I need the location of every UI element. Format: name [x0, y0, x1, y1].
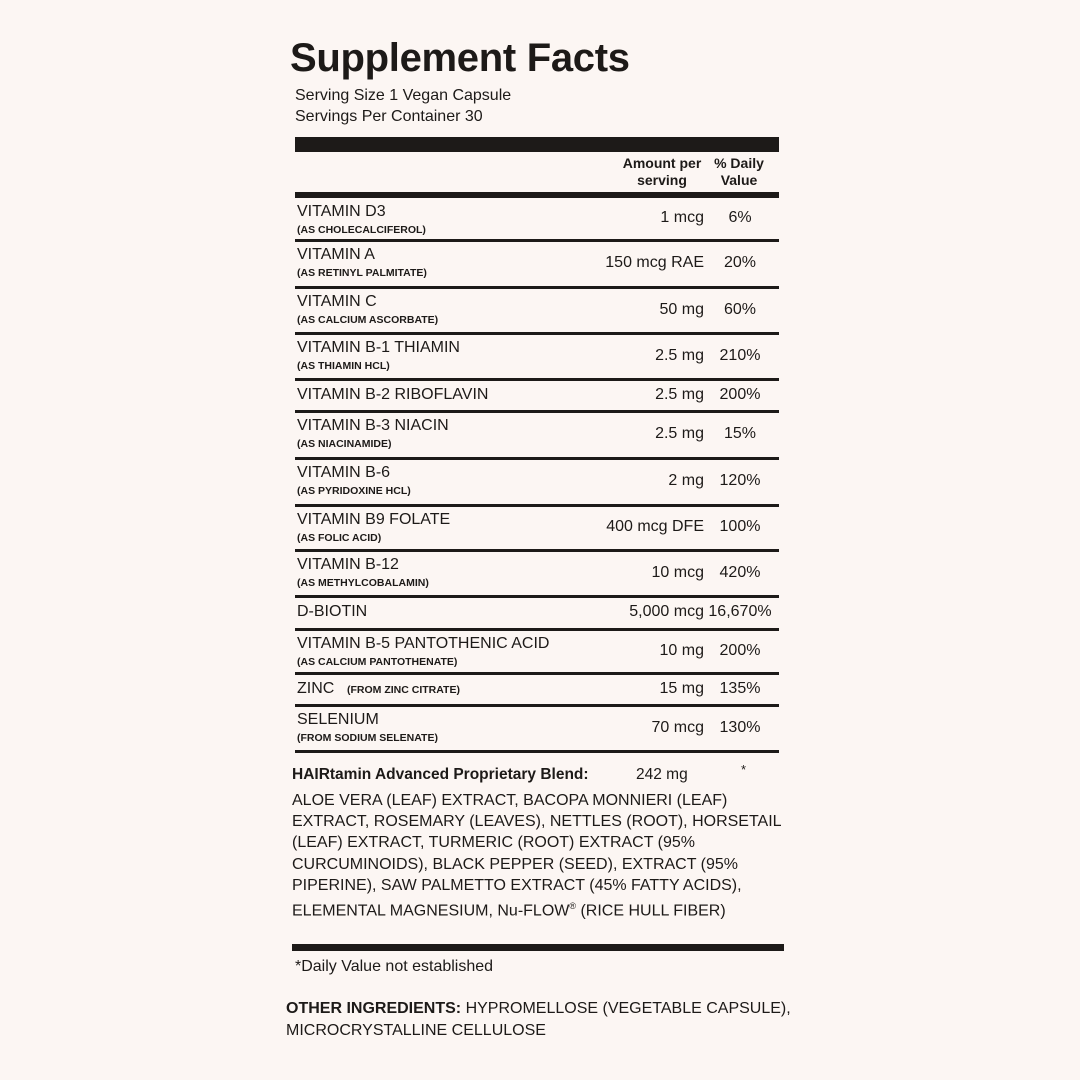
amount-per-serving: 2.5 mg: [655, 385, 704, 403]
daily-value: 210%: [719, 346, 761, 364]
table-row: [295, 413, 779, 460]
amount-header-line: serving: [637, 172, 687, 188]
daily-value: 60%: [723, 300, 757, 318]
serving-size: Serving Size 1 Vegan Capsule: [295, 87, 512, 104]
amount-per-serving: 10 mcg: [651, 563, 704, 581]
table-row: [295, 707, 779, 753]
amount-per-serving: 5,000 mcg: [629, 603, 704, 620]
divider: [295, 192, 779, 198]
amount-per-serving: 2 mg: [668, 472, 704, 489]
registered-mark: ®: [569, 901, 577, 912]
servings-per-container: Servings Per Container 30: [295, 108, 483, 125]
nutrient-name: VITAMIN B-2 RIBOFLAVIN: [297, 385, 489, 403]
nutrient-source: (AS CHOLECALCIFEROL): [297, 224, 426, 236]
amount-per-serving: 10 mg: [659, 641, 704, 659]
dv-header-line: Value: [720, 172, 758, 188]
amount-column-header: [612, 155, 712, 189]
nutrient-source: (AS METHYLCOBALAMIN): [297, 577, 429, 589]
amount-per-serving: 150 mcg RAE: [605, 254, 704, 271]
nutrient-name: D-BIOTIN: [297, 603, 368, 620]
table-row: [295, 242, 779, 289]
nutrient-name: VITAMIN B-6: [297, 464, 391, 481]
nutrient-source: (AS PYRIDOXINE HCL): [297, 485, 411, 497]
blend-ingredients: [292, 790, 792, 922]
amount-per-serving: 2.5 mg: [655, 425, 704, 442]
footnote: *Daily Value not established: [295, 958, 494, 975]
blend-dv: *: [741, 762, 747, 777]
table-row: [295, 552, 779, 598]
table-row: [295, 675, 779, 707]
blend-ingredients-text: ALOE VERA (LEAF) EXTRACT, BACOPA MONNIERI (LEAF) EXTRACT, ROSEMARY (LEAVES), NETTLES (ROOT), HORSETAIL (LEAF) EXTRACT, TURMERIC (ROOT) EXTRACT (95% CURCUMINOIDS), BLACK PEPPER (SEED), EXTRACT (95% PIPERINE), SAW PALMETTO EXTRACT (45% FATTY ACIDS), ELEMENTAL MAGNESIUM, Nu-FLOW: [292, 792, 781, 920]
nutrient-source: (AS CALCIUM PANTOTHENATE): [297, 656, 458, 668]
amount-per-serving: 70 mcg: [651, 718, 704, 736]
daily-value: 130%: [719, 718, 761, 736]
blend-amount: 242 mg: [636, 766, 688, 783]
dv-header-line: % Daily: [714, 155, 764, 171]
nutrient-name: SELENIUM: [297, 711, 379, 728]
other-ingredients: [286, 998, 826, 1042]
nutrient-name: VITAMIN B9 FOLATE: [297, 511, 451, 528]
amount-per-serving: 2.5 mg: [655, 346, 704, 364]
daily-value: 100%: [719, 518, 761, 535]
nutrient-name: VITAMIN B-3 NIACIN: [297, 417, 449, 434]
table-row: [295, 507, 779, 552]
daily-value: 15%: [723, 425, 757, 442]
nutrient-source: (AS FOLIC ACID): [297, 532, 382, 544]
other-ingredients-text: HYPROMELLOSE (VEGETABLE CAPSULE), MICROCRYSTALLINE CELLULOSE: [286, 1000, 791, 1039]
other-ingredients-label: OTHER INGREDIENTS:: [286, 1000, 462, 1017]
table-row: [295, 460, 779, 507]
dv-column-header: [705, 155, 773, 189]
daily-value: 6%: [728, 209, 752, 226]
nutrient-source: (AS THIAMIN HCL): [297, 360, 390, 372]
nutrient-name: VITAMIN B-1 THIAMIN: [297, 339, 460, 356]
blend-label: HAIRtamin Advanced Proprietary Blend:: [292, 766, 589, 783]
table-row: [295, 598, 779, 631]
blend-ingredients-end: (RICE HULL FIBER): [576, 902, 726, 920]
nutrient-source: (FROM SODIUM SELENATE): [297, 732, 438, 744]
amount-header-line: Amount per: [622, 155, 702, 171]
divider: [292, 944, 784, 951]
table-row: [295, 289, 779, 335]
table-row: [295, 631, 779, 675]
nutrient-name: ZINC: [297, 679, 335, 697]
amount-per-serving: 1 mcg: [660, 209, 704, 226]
daily-value: 200%: [719, 385, 761, 403]
page-title: Supplement Facts: [290, 36, 630, 80]
nutrient-name: VITAMIN C: [297, 293, 377, 310]
daily-value: 200%: [719, 641, 761, 659]
nutrient-name: VITAMIN B-5 PANTOTHENIC ACID: [297, 635, 550, 652]
table-row: [295, 199, 779, 242]
daily-value: 135%: [719, 679, 761, 697]
nutrient-source: (AS NIACINAMIDE): [297, 438, 392, 450]
daily-value: 420%: [719, 563, 761, 581]
daily-value: 20%: [723, 254, 757, 271]
table-row: [295, 381, 779, 413]
table-row: [295, 335, 779, 381]
daily-value: 16,670%: [708, 603, 772, 620]
nutrient-name: VITAMIN D3: [297, 203, 386, 220]
nutrient-name: VITAMIN A: [297, 246, 375, 263]
amount-per-serving: 15 mg: [659, 679, 704, 697]
nutrient-source: (FROM ZINC CITRATE): [347, 683, 460, 696]
nutrient-name: VITAMIN B-12: [297, 556, 399, 573]
nutrient-source: (AS CALCIUM ASCORBATE): [297, 314, 439, 326]
daily-value: 120%: [719, 472, 761, 489]
amount-per-serving: 50 mg: [659, 300, 704, 318]
nutrient-source: (AS RETINYL PALMITATE): [297, 267, 427, 279]
amount-per-serving: 400 mcg DFE: [606, 518, 704, 535]
header-bar: [295, 137, 779, 152]
